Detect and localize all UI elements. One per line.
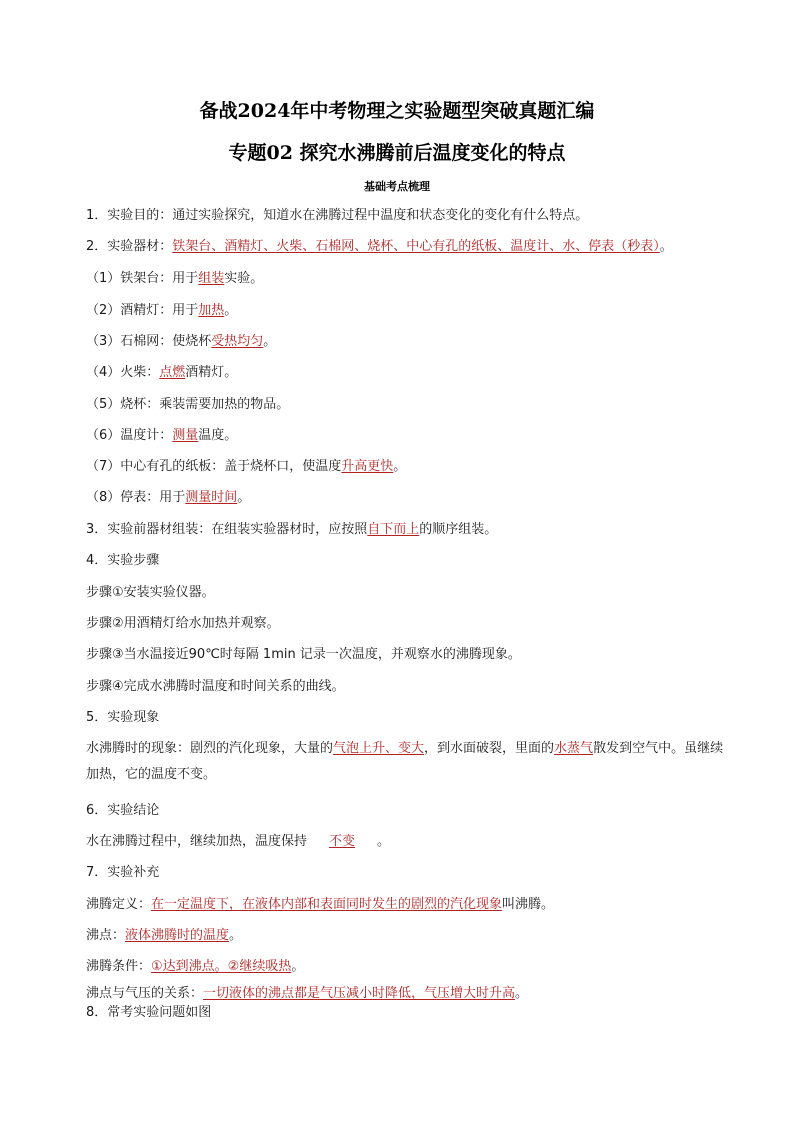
item-lamp-label: （2）酒精灯：用于: [86, 303, 199, 318]
item-lamp: [86, 302, 734, 320]
main-title: 备战2024年中考物理之实验题型突破真题汇编: [199, 100, 595, 122]
item-cardboard-label: （7）中心有孔的纸板：盖于烧杯口，使温度: [86, 459, 342, 474]
pressure-end: 。: [515, 986, 529, 1001]
item-match: [86, 364, 734, 382]
item-stopwatch-end: 。: [237, 490, 251, 505]
conditions-label: 沸腾条件：: [86, 959, 152, 974]
item-lamp-answer: 加热: [198, 303, 225, 318]
steps-heading: 4．实验步骤: [86, 553, 160, 568]
phenomenon-text: [86, 736, 734, 788]
item-stand: [86, 270, 734, 288]
conclusion-label: 水在沸腾过程中，继续加热，温度保持: [86, 834, 308, 849]
phenomenon-heading: 5．实验现象: [86, 710, 160, 725]
item-gauze: [86, 333, 734, 351]
boiling-point: [86, 927, 734, 945]
item-stand-end: 实验。: [224, 271, 264, 286]
item-match-answer: 点燃: [159, 365, 186, 380]
phenomenon-bubbles: 气泡上升、变大: [333, 741, 425, 756]
boiling-point-answer: 液体沸腾时的温度: [125, 928, 230, 943]
boiling-definition: [86, 896, 734, 914]
phenomenon-vapor: 水蒸气: [554, 741, 594, 756]
boiling-point-label: 沸点：: [86, 928, 126, 943]
assembly-label: 3．实验前器材组装：在组装实验器材时，应按照: [86, 522, 368, 537]
item-match-label: （4）火柴：: [86, 365, 160, 380]
item-thermometer-end: 温度。: [198, 428, 238, 443]
conditions-answer: ①达到沸点。②继续吸热: [151, 959, 292, 974]
equipment-line: [86, 238, 734, 256]
purpose-line: 1．实验目的：通过实验探究，知道水在沸腾过程中温度和状态变化的变化有什么特点。: [86, 208, 589, 223]
boiling-point-end: 。: [229, 928, 243, 943]
phenomenon-part-2: ，到水面破裂，里面的: [424, 741, 555, 756]
item-thermometer-answer: 测量: [172, 428, 199, 443]
assembly-line: [86, 521, 734, 539]
pressure-label: 沸点与气压的关系：: [86, 986, 204, 1001]
conclusion-answer: 不变: [329, 834, 356, 849]
item-stopwatch-label: （8）停表：用于: [86, 490, 186, 505]
item-stand-label: （1）铁架台：用于: [86, 271, 199, 286]
section-subtitle: 基础考点梳理: [364, 180, 430, 193]
questions-heading: 8．常考实验问题如图: [86, 1005, 212, 1020]
item-beaker: （5）烧杯：乘装需要加热的物品。: [86, 397, 290, 412]
item-match-end: 酒精灯。: [185, 365, 238, 380]
item-gauze-answer: 受热均匀: [211, 334, 264, 349]
item-cardboard-end: 。: [393, 459, 407, 474]
definition-label: 沸腾定义：: [86, 897, 152, 912]
conclusion-text: [86, 833, 734, 851]
step-2: 步骤②用酒精灯给水加热并观察。: [86, 616, 280, 631]
item-thermometer-label: （6）温度计：: [86, 428, 173, 443]
item-thermometer: [86, 427, 734, 445]
conclusion-heading: 6．实验结论: [86, 803, 160, 818]
item-gauze-end: 。: [263, 334, 277, 349]
pressure-answer: 一切液体的沸点都是气压减小时降低，气压增大时升高: [203, 986, 516, 1001]
equipment-label: 2．实验器材：: [86, 239, 173, 254]
step-3: 步骤③当水温接近90℃时每隔 1min 记录一次温度，并观察水的沸腾现象。: [86, 647, 521, 662]
item-lamp-end: 。: [224, 303, 238, 318]
conditions-end: 。: [291, 959, 305, 974]
item-stand-answer: 组装: [198, 271, 225, 286]
item-stopwatch-answer: 测量时间: [185, 490, 238, 505]
definition-answer: 在一定温度下，在液体内部和表面同时发生的剧烈的汽化现象: [151, 897, 503, 912]
phenomenon-part-1: 水沸腾时的现象：剧烈的汽化现象，大量的: [86, 741, 334, 756]
pressure-relation: [86, 985, 734, 1003]
assembly-answer: 自下而上: [367, 522, 420, 537]
item-cardboard-answer: 升高更快: [341, 459, 394, 474]
equipment-answer: 铁架台、酒精灯、火柴、石棉网、烧杯、中心有孔的纸板、温度计、水、停表（秒表）: [172, 239, 660, 254]
assembly-end: 的顺序组装。: [419, 522, 498, 537]
definition-end: 叫沸腾。: [502, 897, 555, 912]
topic-title: 专题02 探究水沸腾前后温度变化的特点: [228, 142, 566, 164]
step-4: 步骤④完成水沸腾时温度和时间关系的曲线。: [86, 679, 345, 694]
item-stopwatch: [86, 489, 734, 507]
item-cardboard: [86, 458, 734, 476]
supplement-heading: 7．实验补充: [86, 865, 160, 880]
boiling-conditions: [86, 958, 734, 976]
equipment-end: 。: [659, 239, 673, 254]
conclusion-end: 。: [377, 834, 391, 849]
phenomenon-part-3: 散发到空气中。虽继续加热，它的温度不变。: [86, 741, 724, 782]
item-gauze-label: （3）石棉网：使烧杯: [86, 334, 212, 349]
step-1: 步骤①安装实验仪器。: [86, 585, 215, 600]
